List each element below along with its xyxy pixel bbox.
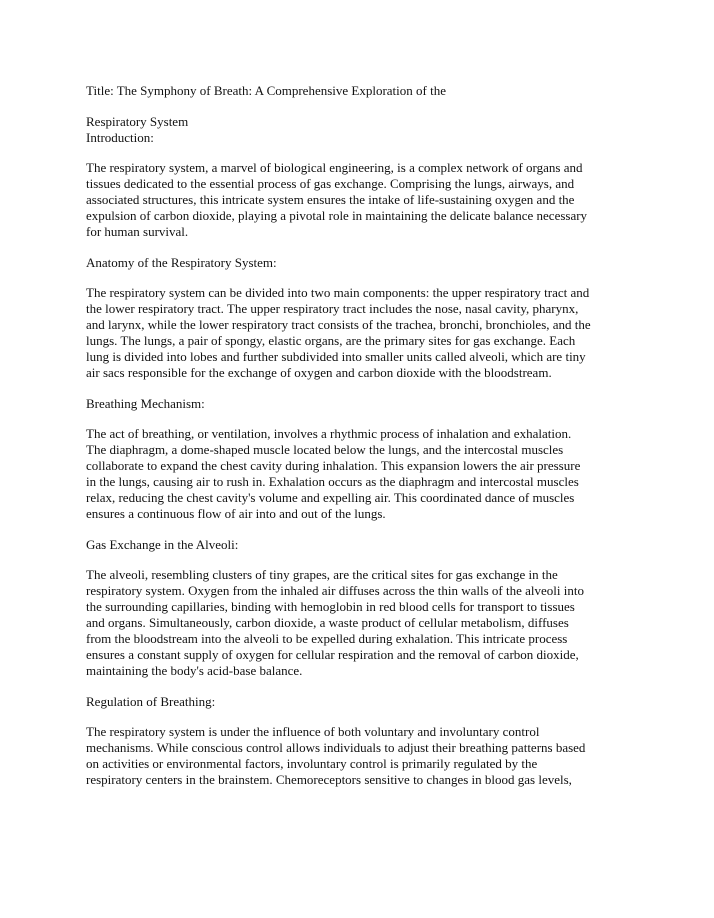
- section-paragraph-breathing-mechanism: The act of breathing, or ventilation, involves a rhythmic process of inhalation and exhalation. The diaphragm, a dome-shaped muscle located below the lungs, and the intercostal muscles collaborate to expand the chest cavity during inhalation. This expansion lowers the air pressure in the lungs, causing air to rush in. Exhalation occurs as the diaphragm and intercostal muscles relax, reducing the chest cavity's volume and expelling air. This coordinated dance of muscles ensures a continuous flow of air into and out of the lungs.: [86, 426, 581, 521]
- section-heading-anatomy: Anatomy of the Respiratory System:: [86, 255, 277, 270]
- section-paragraph-gas-exchange: The alveoli, resembling clusters of tiny grapes, are the critical sites for gas exchange in the respiratory system. Oxygen from the inhaled air diffuses across the thin walls of the alveoli into the surrounding capillaries, binding with hemoglobin in red blood cells for transport to tissues and organs. Simultaneously, carbon dioxide, a waste product of cellular metabolism, diffuses from the bloodstream into the alveoli to be expelled during exhalation. This intricate process ensures a constant supply of oxygen for cellular respiration and the removal of carbon dioxide, maintaining the body's acid-base balance.: [86, 567, 584, 678]
- section-heading-breathing-mechanism: Breathing Mechanism:: [86, 396, 205, 411]
- section-heading-introduction: Introduction:: [86, 130, 154, 145]
- section-heading-gas-exchange: Gas Exchange in the Alveoli:: [86, 537, 239, 552]
- document-title-line-1: Title: The Symphony of Breath: A Comprehensive Exploration of the: [86, 83, 446, 98]
- section-paragraph-introduction: The respiratory system, a marvel of biological engineering, is a complex network of organs and tissues dedicated to the essential process of gas exchange. Comprising the lungs, airways, and associated structures, this intricate system ensures the intake of life-sustaining oxygen and the expulsion of carbon dioxide, playing a pivotal role in maintaining the delicate balance necessary for human survival.: [86, 160, 588, 239]
- section-paragraph-regulation: The respiratory system is under the influence of both voluntary and involuntary control mechanisms. While conscious control allows individuals to adjust their breathing patterns based on activities or environmental factors, involuntary control is primarily regulated by the respiratory centers in the brainstem. Chemoreceptors sensitive to changes in blood gas levels,: [86, 724, 586, 787]
- section-paragraph-anatomy: The respiratory system can be divided into two main components: the upper respiratory tract and the lower respiratory tract. The upper respiratory tract includes the nose, nasal cavity, pharynx, and larynx, while the lower respiratory tract consists of the trachea, bronchi, bronchioles, and the lungs. The lungs, a pair of spongy, elastic organs, are the primary sites for gas exchange. Each lung is divided into lobes and further subdivided into smaller units called alveoli, which are tiny air sacs responsible for the exchange of oxygen and carbon dioxide with the bloodstream.: [86, 285, 591, 380]
- section-heading-regulation: Regulation of Breathing:: [86, 694, 216, 709]
- document-body: [86, 83, 642, 788]
- document-title-line-2: Respiratory System: [86, 114, 189, 129]
